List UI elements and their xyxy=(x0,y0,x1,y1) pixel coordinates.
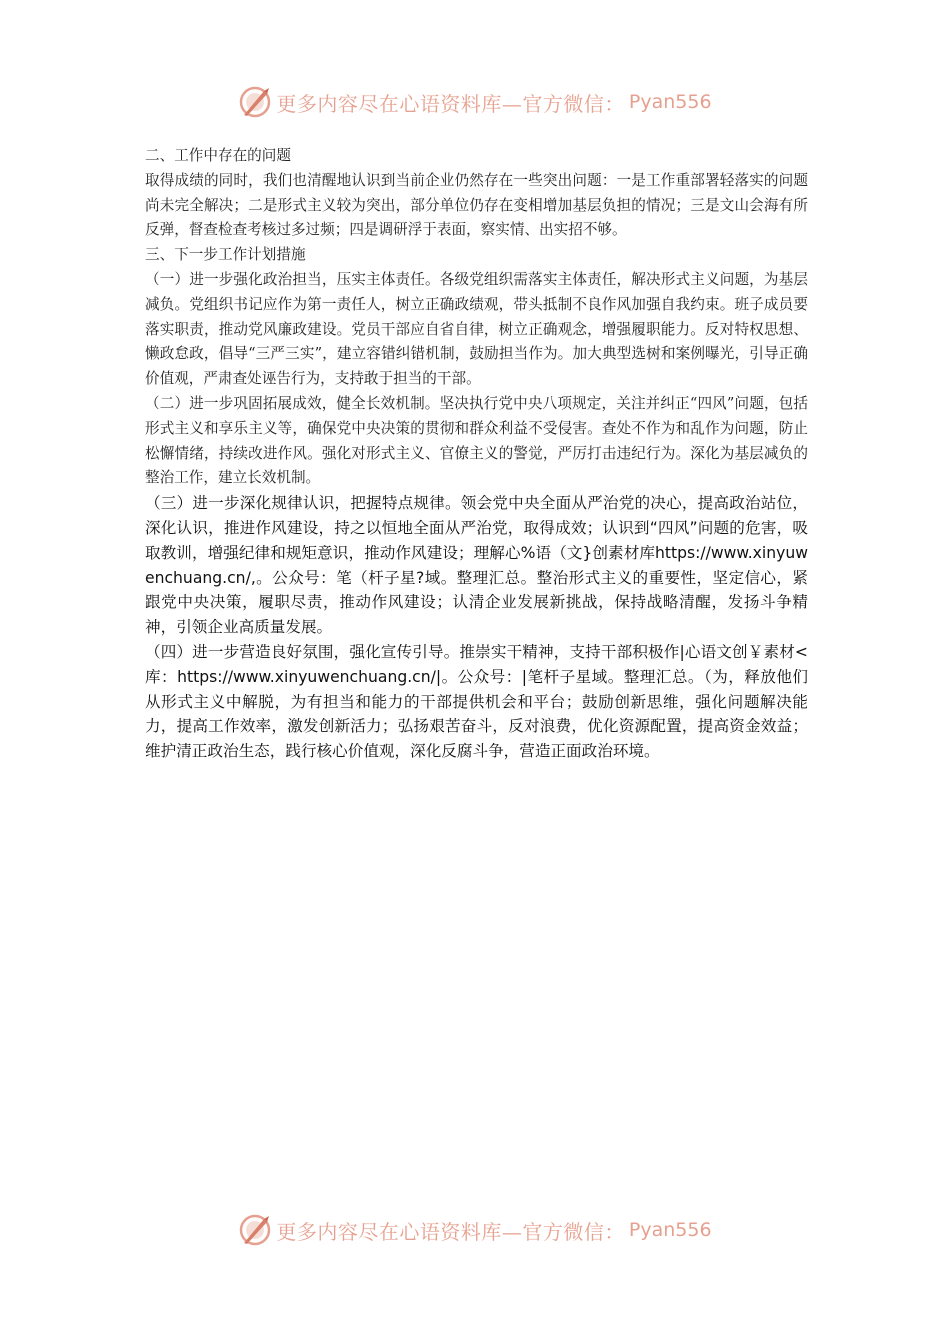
footer-watermark-banner xyxy=(0,1210,950,1250)
header-watermark-banner xyxy=(0,82,950,122)
paragraph-plan-one: （一）进一步强化政治担当，压实主体责任。各级党组织需落实主体责任，解决形式主义问题，为基层减负。党组织书记应作为第一责任人，树立正确政绩观，带头抵制不良作风加强自我约束。班子成员要落实职责，推动党风廉政建设。党员干部应自省自律，树立正确观念，增强履职能力。反对特权思想、懒政怠政，倡导“三严三实”，建立容错纠错机制，鼓励担当作为。加大典型选树和案例曝光，引导正确价值观，严肃查处诬告行为，支持敢于担当的干部。 xyxy=(145,270,808,388)
paragraph-plan-four: （四）进一步营造良好氛围，强化宣传引导。推崇实干精神，支持干部积极作|心语文创￥素材<库：https://www.xinyuwenchuang.cn/|。公众号：|笔杆子星域。整理汇总。（为，释放他们从形式主义中解脱，为有担当和能力的干部提供机会和平台；鼓励创新思维，强化问题解决能力，提高工作效率，激发创新活力；弘扬艰苦奋斗，反对浪费，优化资源配置，提高资金效益；维护清正政治生态，践行核心价值观，深化反腐斗争，营造正面政治环境。 xyxy=(145,642,808,761)
header-watermark-text: 更多内容尽在心语资料库—官方微信： xyxy=(276,91,625,116)
quill-logo-icon xyxy=(238,85,272,119)
footer-watermark-inner xyxy=(238,1213,711,1247)
quill-logo-icon xyxy=(238,1213,272,1247)
footer-watermark-id: Pyan556 xyxy=(628,1219,712,1241)
section-heading-problems: 二、工作中存在的问题 xyxy=(145,147,291,164)
footer-watermark-text: 更多内容尽在心语资料库—官方微信： xyxy=(276,1219,625,1244)
section-heading-plans: 三、下一步工作计划措施 xyxy=(145,246,306,264)
header-watermark-inner xyxy=(238,85,711,119)
document-body xyxy=(145,144,808,764)
header-watermark-id: Pyan556 xyxy=(628,91,712,113)
paragraph-plan-three: （三）进一步深化规律认识，把握特点规律。领会党中央全面从严治党的决心，提高政治站位，深化认识，推进作风建设，持之以恒地全面从严治党，取得成效；认识到“四风”问题的危害，吸取教训，增强纪律和规矩意识，推动作风建设；理解心%语（文}创素材库https://www.xinyuwenchuang.cn/,。公众号：笔（杆子星?域。整理汇总。整治形式主义的重要性，坚定信心，紧跟党中央决策，履职尽责，推动作风建设；认清企业发展新挑战，保持战略清醒，发扬斗争精神，引领企业高质量发展。 xyxy=(145,494,808,637)
paragraph-plan-two: （二）进一步巩固拓展成效，健全长效机制。坚决执行党中央八项规定，关注并纠正“四风”问题，包括形式主义和享乐主义等，确保党中央决策的贯彻和群众利益不受侵害。查处不作为和乱作为问题，防止松懈情绪，持续改进作风。强化对形式主义、官僚主义的警觉，严厉打击违纪行为。深化为基层减负的整治工作，建立长效机制。 xyxy=(145,394,808,487)
paragraph-problems: 取得成绩的同时，我们也清醒地认识到当前企业仍然存在一些突出问题：一是工作重部署轻落实的问题尚未完全解决；二是形式主义较为突出，部分单位仍存在变相增加基层负担的情况；三是文山会海有所反弹，督查检查考核过多过频；四是调研浮于表面，察实情、出实招不够。 xyxy=(145,171,808,239)
